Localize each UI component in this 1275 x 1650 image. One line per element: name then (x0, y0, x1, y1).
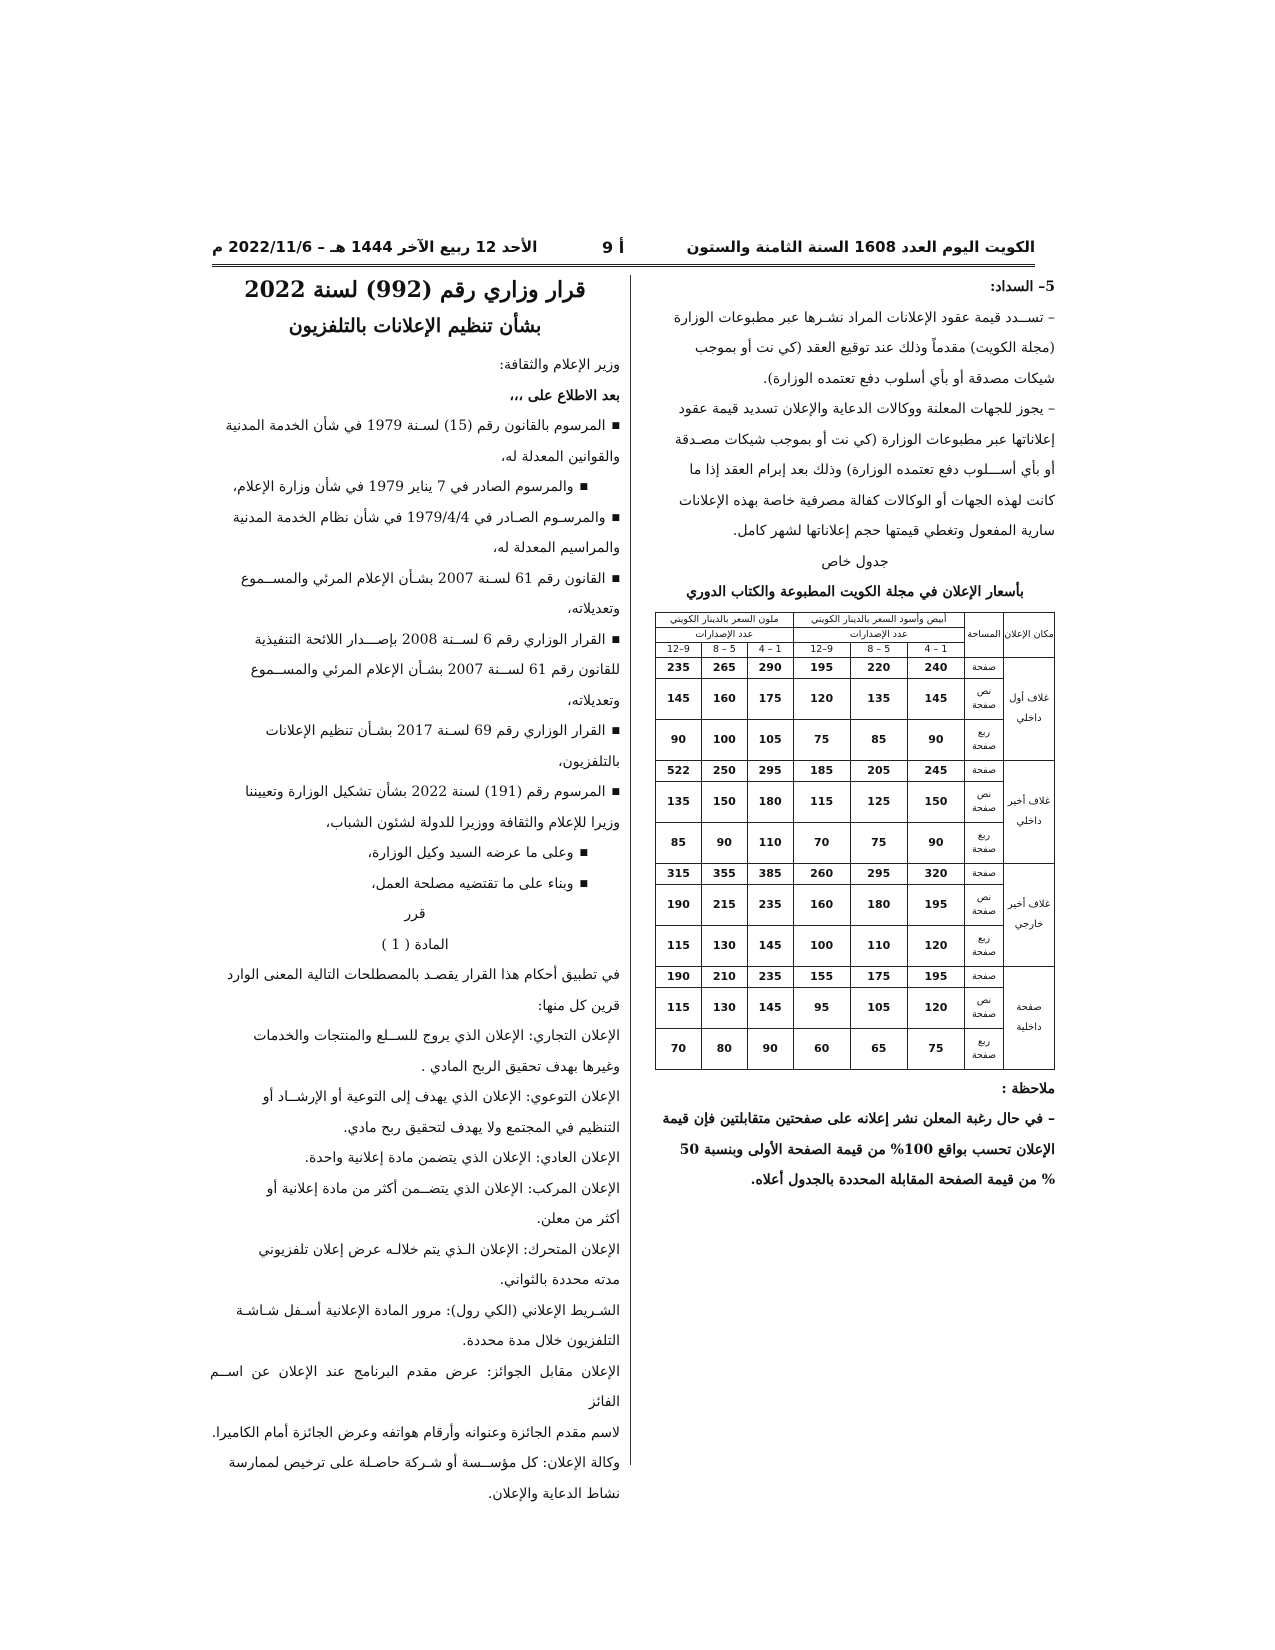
size-cell: نص صفحة (965, 884, 1004, 925)
table-row (656, 822, 1055, 863)
header-issues-bw: عدد الإصدارات (793, 627, 964, 642)
header-bw: أبيض وأسود السعر بالدينار الكويتي (793, 612, 964, 627)
price-cell: 190 (656, 884, 702, 925)
table-row (656, 987, 1055, 1028)
reference-continuation: والمراسيم المعدلة له، (492, 540, 620, 556)
price-cell: 75 (907, 1028, 964, 1069)
price-cell: 220 (850, 657, 907, 678)
reference-item: ■ القرار الوزاري رقم 69 لسـنة 2017 بشـأن تنظيم الإعلانات (210, 716, 620, 747)
price-cell: 295 (850, 863, 907, 884)
article-line: وكالة الإعلان: كل مؤســسة أو شـركة حاصـلة على ترخيص لممارسة (228, 1455, 620, 1471)
payment-paragraph-2 (655, 394, 1055, 547)
price-cell: 95 (793, 987, 850, 1028)
price-cell: 215 (701, 884, 747, 925)
price-cell: 235 (656, 657, 702, 678)
article-line: قرين كل منها: (537, 997, 620, 1014)
price-cell: 90 (701, 822, 747, 863)
article-heading: المادة ( 1 ) (381, 936, 449, 953)
price-cell: 105 (747, 719, 793, 760)
article-line: الإعلان العادي: الإعلان الذي يتضمن مادة إعلانية واحدة. (304, 1150, 620, 1166)
article-line: الشـريط الإعلاني (الكي رول): مرور المادة الإعلانية أسـفل شـاشـة (235, 1302, 620, 1319)
table-heading: جدول خاص (821, 553, 889, 570)
header-area: المساحة (965, 612, 1004, 657)
note-line: – في حال رغبة المعلن نشر إعلانه على صفحتين متقابلتين فإن قيمة (662, 1111, 1055, 1127)
price-cell: 205 (850, 760, 907, 781)
price-cell: 195 (793, 657, 850, 678)
price-cell: 385 (747, 863, 793, 884)
price-cell: 125 (850, 781, 907, 822)
paragraph-line: (مجلة الكويت) مقدماً وذلك عند توقيع العقد (كي نت أو بموجب (694, 340, 1055, 356)
price-cell: 65 (850, 1028, 907, 1069)
placement-cell: غلاف أخير خارجي (1004, 863, 1055, 966)
price-cell: 115 (793, 781, 850, 822)
reference-continuation: وتعديلاته، (567, 601, 620, 617)
price-cell: 295 (747, 760, 793, 781)
range-bw-3: 9–12 (793, 642, 850, 657)
reference-item: ■ القانون رقم 61 لسـنة 2007 بشـأن الإعلام المرئي والمســموع (210, 564, 620, 595)
price-cell: 110 (747, 822, 793, 863)
price-cell: 110 (850, 925, 907, 966)
reference-item: ■ وبناء على ما تقتضيه مصلحة العمل، (210, 869, 620, 900)
size-cell: نص صفحة (965, 678, 1004, 719)
price-cell: 195 (907, 884, 964, 925)
price-cell: 265 (701, 657, 747, 678)
header-place: مكان الإعلان (1004, 612, 1055, 657)
paragraph-line: – يجوز للجهات المعلنة ووكالات الدعاية والإعلان تسديد قيمة عقود (678, 401, 1055, 417)
price-cell: 240 (907, 657, 964, 678)
size-cell: صفحة (965, 657, 1004, 678)
table-caption: بأسعار الإعلان في مجلة الكويت المطبوعة والكتاب الدوري (686, 584, 1024, 600)
page-number: أ 9 (602, 238, 625, 257)
price-cell: 70 (793, 822, 850, 863)
table-row (656, 966, 1055, 987)
note-heading: ملاحظة : (1001, 1080, 1055, 1097)
article-line: الإعلان مقابل الجوائز: عرض مقدم البرنامج عند الإعلان عن اســم الفائز (210, 1363, 620, 1410)
price-cell: 290 (747, 657, 793, 678)
price-cell: 120 (793, 678, 850, 719)
payment-paragraph-1 (655, 303, 1055, 395)
price-cell: 235 (747, 966, 793, 987)
price-cell: 60 (793, 1028, 850, 1069)
note-line: الإعلان تحسب بواقع 100% من قيمة الصفحة الأولى وبنسبة 50 (679, 1141, 1055, 1158)
table-row (656, 781, 1055, 822)
reference-continuation: وتعديلاته، (567, 692, 620, 709)
placement-cell: غلاف أخير داخلي (1004, 760, 1055, 863)
header-issues-color: عدد الإصدارات (656, 627, 794, 642)
size-cell: ربع صفحة (965, 925, 1004, 966)
price-cell: 150 (907, 781, 964, 822)
price-cell: 135 (850, 678, 907, 719)
size-cell: ربع صفحة (965, 822, 1004, 863)
price-cell: 190 (656, 966, 702, 987)
reference-item: ■ والمرسوم الصادر في 7 يناير 1979 في شأن وزارة الإعلام، (210, 472, 620, 503)
paragraph-line: إعلاناتها عبر مطبوعات الوزارة (كي نت أو بموجب شيكات مصـدقة (674, 431, 1055, 448)
reference-item: ■ المرسوم بالقانون رقم (15) لسـنة 1979 في شأن الخدمة المدنية (210, 411, 620, 442)
price-cell: 90 (747, 1028, 793, 1069)
price-cell: 90 (656, 719, 702, 760)
price-cell: 135 (656, 781, 702, 822)
price-cell: 180 (747, 781, 793, 822)
price-cell: 85 (850, 719, 907, 760)
minister-line: وزير الإعلام والثقافة: (499, 357, 620, 373)
publication-info: الكويت اليوم العدد 1608 السنة الثامنة والستون (686, 238, 1035, 256)
price-cell: 145 (747, 925, 793, 966)
decree-title: قرار وزاري رقم (992) لسنة 2022 (244, 277, 586, 303)
price-cell: 160 (793, 884, 850, 925)
price-cell: 75 (793, 719, 850, 760)
price-cell: 522 (656, 760, 702, 781)
article-line: لاسم مقدم الجائزة وعنوانه وأرقام هواتفه وعرض الجائزة أمام الكاميرا. (211, 1424, 620, 1441)
article-line: الإعلان التجاري: الإعلان الذي يروج للســلع والمنتجات والخدمات (253, 1028, 620, 1044)
price-cell: 130 (701, 987, 747, 1028)
price-cell: 85 (656, 822, 702, 863)
price-cell: 100 (701, 719, 747, 760)
note-text (655, 1104, 1055, 1196)
price-cell: 90 (907, 822, 964, 863)
payment-column (655, 272, 1055, 1196)
placement-cell: صفحة داخلية (1004, 966, 1055, 1069)
price-cell: 100 (793, 925, 850, 966)
range-color-2: 5 – 8 (701, 642, 747, 657)
reference-continuation: للقانون رقم 61 لســنة 2007 بشـأن الإعلام المرئي والمســموع (250, 662, 620, 678)
article-line: الإعلان المتحرك: الإعلان الـذي يتم خلالـه عرض إعلان تلفزيوني (258, 1241, 620, 1258)
article-line: الإعلان المركب: الإعلان الذي يتضــمن أكثر من مادة إعلانية أو (266, 1180, 620, 1197)
price-cell: 120 (907, 925, 964, 966)
price-cell: 145 (747, 987, 793, 1028)
header-color: ملون السعر بالدينار الكويتي (656, 612, 794, 627)
reference-continuation: بالتلفزيون، (557, 753, 620, 770)
article-line: التلفزيون خلال مدة محددة. (462, 1333, 620, 1349)
range-bw-1: 1 – 4 (907, 642, 964, 657)
price-cell: 75 (850, 822, 907, 863)
table-row (656, 657, 1055, 678)
range-color-1: 1 – 4 (747, 642, 793, 657)
reference-item: ■ المرسوم رقم (191) لسنة 2022 بشأن تشكيل الوزارة وتعييننا (210, 777, 620, 808)
price-cell: 355 (701, 863, 747, 884)
price-cell: 115 (656, 925, 702, 966)
reference-item: ■ وعلى ما عرضه السيد وكيل الوزارة، (210, 838, 620, 869)
article-line: نشاط الدعاية والإعلان. (487, 1485, 620, 1502)
range-color-3: 9–12 (656, 642, 702, 657)
size-cell: صفحة (965, 760, 1004, 781)
issue-date: الأحد 12 ربيع الآخر 1444 هـ – 2022/11/6 م (212, 238, 538, 256)
size-cell: نص صفحة (965, 987, 1004, 1028)
paragraph-line: سارية المفعول وتغطي قيمتها حجم إعلاناتها لشهر كامل. (732, 523, 1055, 539)
reference-item: ■ والمرسـوم الصـادر في 1979/4/4 في شأن نظام الخدمة المدنية (210, 503, 620, 534)
page-header (212, 232, 1035, 267)
price-cell: 90 (907, 719, 964, 760)
article-line: في تطبيق أحكام هذا القرار يقصـد بالمصطلحات التالية المعنى الوارد (226, 967, 620, 983)
reference-continuation: والقوانين المعدلة له، (500, 448, 620, 465)
price-cell: 175 (747, 678, 793, 719)
price-cell: 115 (656, 987, 702, 1028)
paragraph-line: – تســدد قيمة عقود الإعلانات المراد نشـرها عبر مطبوعات الوزارة (673, 309, 1055, 326)
size-cell: ربع صفحة (965, 1028, 1004, 1069)
size-cell: صفحة (965, 863, 1004, 884)
size-cell: صفحة (965, 966, 1004, 987)
after-review-line: بعد الاطلاع على ،،، (509, 387, 620, 404)
decree-subtitle: بشأن تنظيم الإعلانات بالتلفزيون (288, 315, 542, 337)
paragraph-line: كانت لهذه الجهات أو الوكالات كفالة مصرفية خاصة بهذه الإعلانات (678, 492, 1055, 509)
price-cell: 145 (656, 678, 702, 719)
table-row (656, 863, 1055, 884)
note-line: % من قيمة الصفحة المقابلة المحددة بالجدول أعلاه. (750, 1172, 1055, 1188)
price-cell: 320 (907, 863, 964, 884)
reference-item: ■ القرار الوزاري رقم 6 لســنة 2008 بإصـــدار اللائحة التنفيذية (210, 625, 620, 656)
table-row (656, 925, 1055, 966)
price-cell: 155 (793, 966, 850, 987)
table-row (656, 760, 1055, 781)
price-cell: 145 (907, 678, 964, 719)
table-row (656, 678, 1055, 719)
article-line: التنظيم في المجتمع ولا يهدف لتحقيق ربح مادي. (343, 1119, 620, 1136)
price-cell: 235 (747, 884, 793, 925)
price-cell: 150 (701, 781, 747, 822)
decree-references (210, 411, 620, 899)
price-cell: 175 (850, 966, 907, 987)
range-bw-2: 5 – 8 (850, 642, 907, 657)
price-cell: 130 (701, 925, 747, 966)
reference-continuation: وزيرا للإعلام والثقافة ووزيرا للدولة لشئون الشباب، (325, 814, 620, 831)
size-cell: ربع صفحة (965, 719, 1004, 760)
article-line: مدته محددة بالثواني. (499, 1272, 620, 1288)
price-table (655, 612, 1055, 1070)
price-cell: 80 (701, 1028, 747, 1069)
price-cell: 315 (656, 863, 702, 884)
price-table-body (656, 657, 1055, 1069)
price-cell: 250 (701, 760, 747, 781)
price-cell: 185 (793, 760, 850, 781)
table-row (656, 884, 1055, 925)
price-cell: 210 (701, 966, 747, 987)
table-row (656, 719, 1055, 760)
article-line: وغيرها بهدف تحقيق الربح المادي . (420, 1058, 620, 1075)
paragraph-line: شيكات مصدقة أو بأي أسلوب دفع تعتمده الوزارة). (763, 370, 1055, 387)
column-divider (630, 275, 631, 1465)
price-cell: 195 (907, 966, 964, 987)
paragraph-line: أو بأي أســـلوب دفع تعتمده الوزارة) وذلك بعد إبرام العقد إذا ما (689, 462, 1055, 478)
placement-cell: غلاف أول داخلي (1004, 657, 1055, 760)
payment-heading: 5– السداد: (990, 279, 1055, 295)
price-cell: 105 (850, 987, 907, 1028)
article-text (210, 960, 620, 1509)
decided-line: قرر (404, 906, 426, 922)
article-line: الإعلان التوعوي: الإعلان الذي يهدف إلى التوعية أو الإرشــاد أو (262, 1089, 620, 1105)
price-cell: 180 (850, 884, 907, 925)
price-cell: 120 (907, 987, 964, 1028)
price-cell: 245 (907, 760, 964, 781)
decree-column (210, 272, 620, 1509)
article-line: أكثر من معلن. (536, 1211, 620, 1227)
price-cell: 260 (793, 863, 850, 884)
size-cell: نص صفحة (965, 781, 1004, 822)
table-row (656, 1028, 1055, 1069)
price-cell: 160 (701, 678, 747, 719)
price-cell: 70 (656, 1028, 702, 1069)
